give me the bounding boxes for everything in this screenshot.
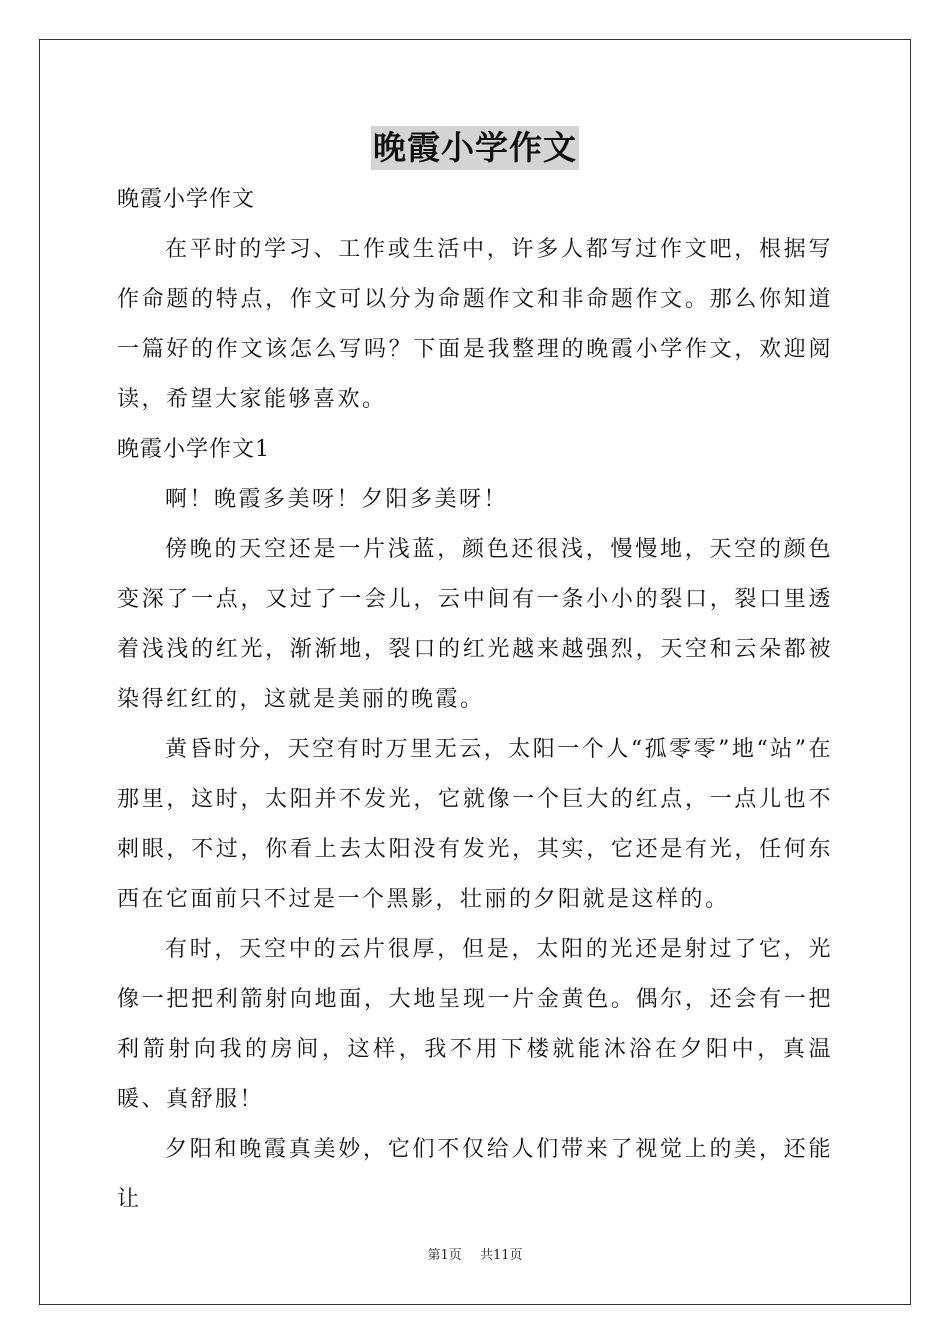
body-paragraph: 黄昏时分，天空有时万里无云，太阳一个人“孤零零”地“站”在那里，这时，太阳并不发光，它就像一个巨大的红点，一点儿也不刺眼，不过，你看上去太阳没有发光，其实，它还是有光，任何东西在它面前只不过是一个黑影，壮丽的夕阳就是这样的。 (117, 737, 833, 912)
document-body (117, 175, 833, 1225)
intro-paragraph: 在平时的学习、工作或生活中，许多人都写过作文吧，根据写作命题的特点，作文可以分为命题作文和非命题作文。那么你知道一篇好的作文该怎么写吗？下面是我整理的晚霞小学作文，欢迎阅读，希望大家能够喜欢。 (117, 237, 833, 412)
document-title: 晚霞小学作文 (371, 126, 579, 170)
page-total: 共11页 (479, 1248, 523, 1263)
section-heading: 晚霞小学作文1 (117, 437, 270, 462)
title-area (0, 126, 950, 170)
page-footer (0, 1246, 950, 1266)
document-subtitle: 晚霞小学作文 (117, 187, 256, 212)
body-paragraph: 夕阳和晚霞真美妙，它们不仅给人们带来了视觉上的美，还能让 (117, 1137, 833, 1212)
page-number: 第1页 (427, 1248, 462, 1263)
body-paragraph: 有时，天空中的云片很厚，但是，太阳的光还是射过了它，光像一把把利箭射向地面，大地呈现一片金黄色。偶尔，还会有一把利箭射向我的房间，这样，我不用下楼就能沐浴在夕阳中，真温暖、真舒服！ (117, 937, 833, 1112)
body-paragraph: 傍晚的天空还是一片浅蓝，颜色还很浅，慢慢地，天空的颜色变深了一点，又过了一会儿，云中间有一条小小的裂口，裂口里透着浅浅的红光，渐渐地，裂口的红光越来越强烈，天空和云朵都被染得红红的，这就是美丽的晚霞。 (117, 537, 833, 712)
body-paragraph: 啊！晚霞多美呀！夕阳多美呀！ (165, 487, 509, 512)
